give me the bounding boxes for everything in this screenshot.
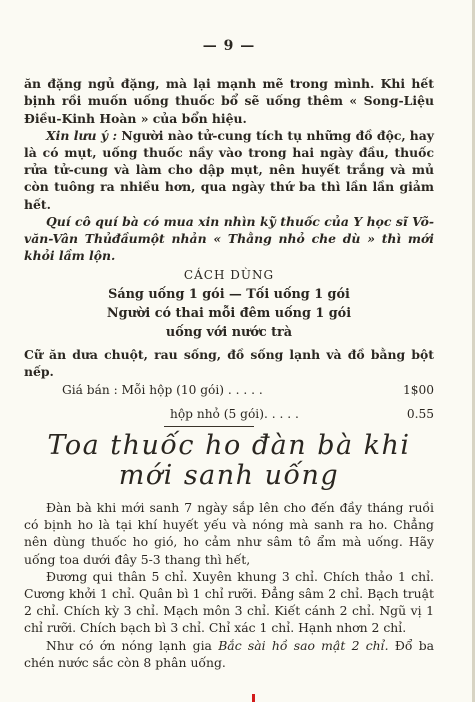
dosage-line: Người có thai mỗi đêm uống 1 gói — [106, 305, 352, 321]
page-content — [24, 38, 434, 671]
para3-line: chỉ. Bạch truật 2 chỉ. Chích kỳ 3 chỉ. Mạch môn 3 chỉ. — [24, 586, 434, 619]
price-value: 0.55 — [406, 407, 434, 422]
note-line: lần giảm hết. — [24, 179, 434, 212]
price-label: Giá bán : Mỗi hộp (10 gói) . . . . . — [62, 383, 263, 398]
para4-line2: ba chén nước sắc còn 8 phân uống. — [24, 637, 435, 670]
notice-line: mới khỏi lầm lộn. — [24, 231, 434, 264]
para4-end: Đổ — [388, 637, 413, 653]
para1-line: ăn đặng ngủ đặng, mà lại mạnh mẽ trong mình. Khi hết — [24, 76, 434, 92]
para2-line: ruồi có bịnh ho là tại khí huyết yếu và nóng mà sanh ra — [24, 500, 434, 533]
paragraph-1 — [24, 75, 434, 127]
para1-line: Điều-Kinh Hoàn » của bổn hiệu. — [24, 110, 247, 126]
notice-line: Quí cô quí bà có mua xin nhìn kỹ thuốc của Y học sĩ — [46, 213, 408, 229]
page-number: — 9 — — [202, 38, 256, 54]
note-label: Xin lưu ý : — [46, 127, 118, 143]
title-line: mới sanh uống — [118, 460, 340, 492]
note-line: Người nào tử-cung tích tụ những đồ độc, — [117, 127, 406, 143]
notice-line: Võ-văn-Vân Thủđầumột nhản « Thằng nhỏ che dù » thì — [24, 213, 434, 247]
note-paragraph — [24, 127, 434, 213]
para3-line: xác 1 chỉ. Hạnh nhơn 2 chỉ. — [234, 620, 407, 636]
paragraph-3 — [24, 568, 434, 637]
note-line: hay là có mụt, uống thuốc nầy vào trong hai ngày đầu, — [24, 127, 434, 161]
usage-heading: CÁCH DÙNG — [183, 268, 275, 283]
abstain-line: Cữ ăn dưa chuột, rau sống, đồ sống lạnh và đồ bằng bột nếp. — [24, 346, 434, 379]
dosage-line: Sáng uống 1 gói — Tối uống 1 gói — [108, 286, 350, 302]
price-label: hộp nhỏ (5 gói). . . . . — [170, 407, 299, 422]
red-mark — [252, 694, 255, 702]
title-line: Toa thuốc ho đàn bà khi — [47, 430, 411, 462]
para2-line: Đàn bà khi mới sanh 7 ngày sắp lên cho đến đầy tháng — [46, 500, 404, 516]
para1-line: bịnh rồi muốn uống thuốc bổ sẽ uống thêm « Song-Liệu — [24, 93, 434, 109]
note-line: và mủ còn tuông ra nhiều hơn, qua ngày thứ ba thì lần — [24, 162, 434, 195]
para4-italic: Bắc sài hồ sao mật 2 chỉ. — [218, 637, 389, 653]
price-value: 1$00 — [402, 383, 434, 398]
price-row — [24, 380, 434, 400]
para4-text: Như có ớn nóng lạnh gia — [46, 637, 219, 653]
para3-line: Đương qui thân 5 chỉ. Xuyên khung 3 chỉ. Chích thảo 1 — [46, 568, 406, 584]
authenticity-notice — [24, 213, 434, 265]
paragraph-4 — [24, 637, 434, 671]
para3-line: chỉ. Cương khởi 1 chỉ. Quân bì 1 chỉ rưỡi. Đẳng sâm 2 — [24, 568, 434, 602]
para2-line: ho. Chẳng nên dùng thuốc ho gió, ho cảm như sâm tô ẩm — [24, 517, 434, 550]
para2-line: mà uống. Hãy uống toa dưới đây 5-3 thang thì hết, — [24, 534, 434, 567]
dosage-line: uống với nước trà — [165, 324, 293, 340]
section-title — [24, 431, 434, 491]
para3-line: Kiết cánh 2 chỉ. Ngũ vị 1 chỉ rưỡi. Chích bạch bì 3 chỉ. Chỉ — [24, 603, 434, 636]
divider-rule — [164, 426, 254, 427]
price-row — [24, 404, 434, 424]
note-line: thuốc rửa tử-cung và làm cho dập mụt, nên huyết trắng — [24, 145, 434, 178]
paragraph-2 — [24, 499, 434, 568]
